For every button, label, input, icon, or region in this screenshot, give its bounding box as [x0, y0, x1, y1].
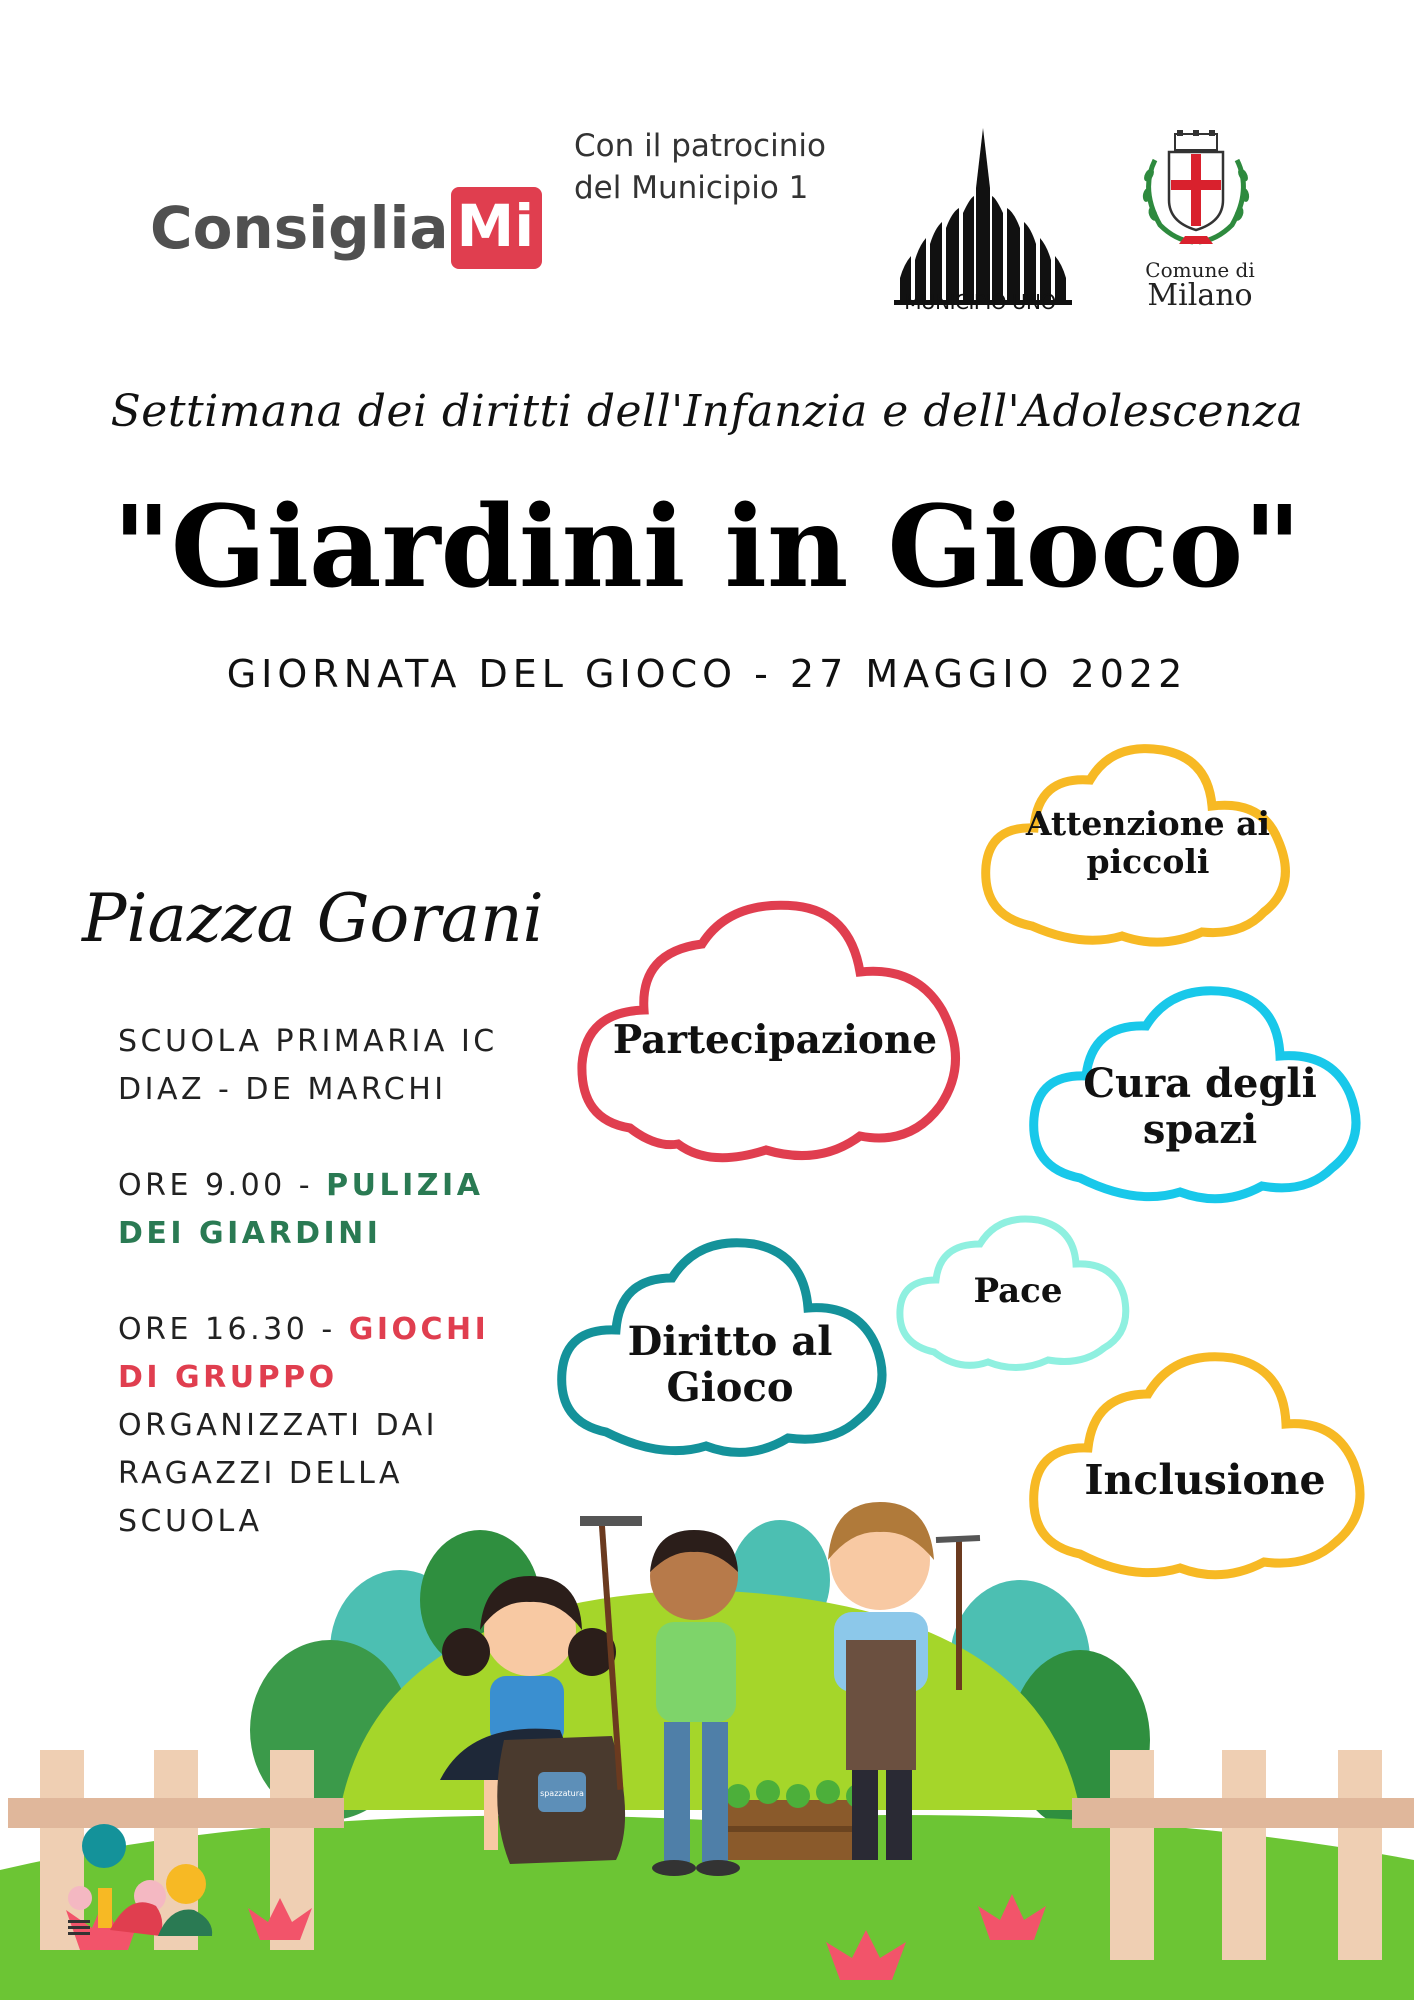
- cloud-partecipazione-label: Partecipazione: [612, 1016, 938, 1063]
- comune-label-line-1: Comune di: [1145, 258, 1255, 282]
- comune-label-line-2: Milano: [1147, 278, 1253, 313]
- event-cleaning-time: ORE 9.00 -: [118, 1168, 327, 1203]
- cloud-cura-line-1: Cura degli: [1083, 1060, 1317, 1107]
- school-name-line-1: SCUOLA PRIMARIA IC: [118, 1024, 498, 1059]
- comune-milano-label: [1130, 258, 1270, 313]
- cloud-diritto-line-1: Diritto al: [627, 1318, 833, 1365]
- event-games-desc-1: ORGANIZZATI DAI: [118, 1408, 438, 1443]
- page-title: "Giardini in Gioco": [112, 482, 1302, 613]
- cloud-attenzione-label: [1010, 798, 1286, 888]
- consigliami-logo: [150, 178, 542, 278]
- school-name-line-2: DIAZ - DE MARCHI: [118, 1072, 447, 1107]
- event-games-desc-3: SCUOLA: [118, 1504, 263, 1539]
- cloud-cura-label: [1050, 1052, 1350, 1162]
- cloud-cura-line-2: spazi: [1142, 1106, 1258, 1153]
- event-games-title-b: DI GRUPPO: [118, 1360, 338, 1395]
- consigliami-logo-text: Consiglia: [150, 194, 449, 262]
- event-games-title-a: GIOCHI: [348, 1312, 490, 1347]
- event-games-desc-2: RAGAZZI DELLA: [118, 1456, 404, 1491]
- school-name: [118, 1018, 498, 1114]
- cloud-diritto-label: [584, 1310, 876, 1420]
- event-cleaning-title-b: DEI GIARDINI: [118, 1216, 382, 1251]
- consigliami-logo-mi: Mi: [451, 187, 543, 269]
- comune-milano-crest-icon: [1135, 130, 1257, 250]
- patronage-text: [574, 125, 826, 209]
- fence-right: [1072, 1750, 1414, 1960]
- cloud-diritto-line-2: Gioco: [666, 1364, 794, 1411]
- trash-sack: [497, 1736, 625, 1864]
- patronage-line-2: del Municipio 1: [574, 170, 809, 206]
- garden-illustration: [0, 1480, 1414, 2000]
- event-date: GIORNATA DEL GIOCO - 27 MAGGIO 2022: [226, 652, 1188, 696]
- patronage-line-1: Con il patrocinio: [574, 128, 826, 164]
- municipio-uno-label: MUNICIPIO UNO: [904, 290, 1056, 314]
- event-games-time: ORE 16.30 -: [118, 1312, 349, 1347]
- event-cleaning: [118, 1162, 483, 1258]
- cloud-inclusione-label: Inclusione: [1084, 1456, 1326, 1505]
- event-location: Piazza Gorani: [82, 880, 544, 957]
- cloud-pace-label: Pace: [973, 1271, 1063, 1312]
- event-subtitle: Settimana dei diritti dell'Infanzia e dell'Adolescenza: [110, 386, 1304, 437]
- cloud-attenzione-line-1: Attenzione ai: [1025, 804, 1271, 844]
- sack-label: spazzatura: [540, 1789, 584, 1798]
- event-cleaning-title-a: PULIZIA: [326, 1168, 484, 1203]
- cloud-attenzione-line-2: piccoli: [1086, 842, 1210, 881]
